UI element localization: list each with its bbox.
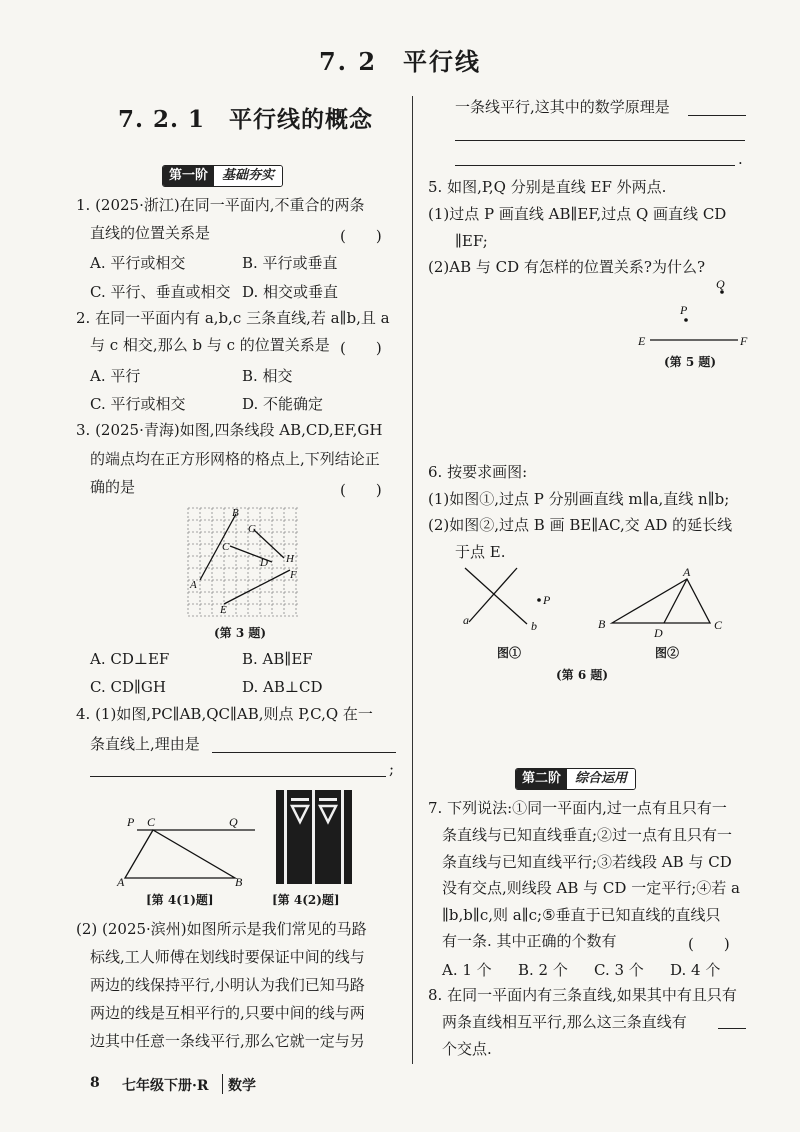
q6-line1: 6. 按要求画图:	[428, 463, 528, 481]
label-d: D	[654, 626, 663, 640]
q3-line3: 确的是	[90, 478, 136, 496]
badge-tier: 第一阶	[163, 166, 214, 186]
segment-gh	[254, 530, 284, 558]
q3-option-d[interactable]: D. AB⊥CD	[242, 678, 323, 696]
label-p: P	[543, 593, 551, 607]
q1-option-d[interactable]: D. 相交或垂直	[242, 283, 339, 301]
q4-2-continuation: 一条线平行,这其中的数学原理是	[455, 98, 670, 116]
segment-ef	[224, 570, 290, 604]
q8-line3: 个交点.	[442, 1040, 492, 1058]
q4-2-line1: (2) (2025·滨州)如图所示是我们常见的马路	[76, 920, 367, 938]
badge-name: 基础夯实	[214, 166, 282, 186]
q4-period: .	[738, 150, 743, 168]
q4-2-line2: 标线,工人师傅在划线时要保证中间的线与	[90, 948, 365, 966]
q8-line1: 8. 在同一平面内有三条直线,如果其中有且只有	[428, 986, 737, 1004]
q7-line2: 条直线与已知直线垂直;②过一点有且只有一	[442, 826, 733, 844]
book-name: 七年级下册·R	[122, 1078, 209, 1094]
triangle-abc	[612, 579, 710, 623]
section-title: 7. 2 平行线	[318, 47, 482, 76]
point-p	[684, 318, 688, 322]
q7-line3: 条直线与已知直线平行;③若线段 AB 与 CD	[442, 853, 732, 871]
label-c: C	[714, 618, 723, 632]
q4-2-figure-caption: [第 4(2)题]	[272, 893, 340, 907]
q4-1-figure-caption: [第 4(1)题]	[146, 893, 214, 907]
q1-option-c[interactable]: C. 平行、垂直或相交	[90, 283, 231, 301]
q4-2-road-markings-figure	[274, 788, 354, 888]
q2-option-a[interactable]: A. 平行	[90, 367, 141, 385]
page-number: 8	[90, 1075, 100, 1091]
q7-option-c[interactable]: C. 3 个	[594, 961, 644, 979]
q4-2-line3: 两边的线保持平行,小明认为我们已知马路	[90, 976, 365, 994]
q3-option-b[interactable]: B. AB∥EF	[242, 650, 313, 668]
segment-ab	[200, 514, 236, 580]
badge-name: 综合运用	[567, 769, 635, 789]
label-b: B	[598, 617, 606, 631]
badge-tier: 第二阶	[516, 769, 567, 789]
label-e: E	[220, 604, 227, 616]
q1-line2: 直线的位置关系是	[90, 224, 211, 242]
q5-figure	[632, 280, 762, 352]
q1-line1: 1. (2025·浙江)在同一平面内,不重合的两条	[76, 196, 365, 214]
q4-principle-blank-3[interactable]	[455, 165, 735, 166]
q4-1-figure	[115, 812, 260, 892]
q7-line1: 7. 下列说法:①同一平面内,过一点有且只有一	[428, 799, 727, 817]
q7-option-d[interactable]: D. 4 个	[670, 961, 721, 979]
q6-line4: 于点 E.	[455, 543, 506, 561]
q2-option-c[interactable]: C. 平行或相交	[90, 395, 186, 413]
label-g: G	[248, 523, 256, 535]
q1-answer-paren[interactable]: ( )	[340, 227, 382, 245]
triangle-abc	[125, 830, 235, 878]
q7-line6: 有一条. 其中正确的个数有	[442, 932, 617, 950]
subject-name: 数学	[228, 1078, 256, 1094]
label-f: F	[290, 569, 297, 581]
label-b: B	[235, 875, 243, 889]
q3-line1: 3. (2025·青海)如图,四条线段 AB,CD,EF,GH	[76, 421, 383, 439]
q4-line2: 条直线上,理由是	[90, 735, 200, 753]
label-a: A	[190, 579, 197, 591]
q8-answer-blank[interactable]	[718, 1028, 746, 1029]
label-b: B	[232, 507, 239, 519]
q7-answer-paren[interactable]: ( )	[688, 935, 730, 953]
q4-semicolon: ;	[389, 760, 395, 778]
q5-line3: ∥EF;	[455, 232, 488, 250]
label-d: D	[260, 557, 268, 569]
q7-option-a[interactable]: A. 1 个	[442, 961, 492, 979]
footer-divider	[222, 1074, 223, 1094]
q6-figure-1	[455, 562, 560, 642]
q6-figure-1-name: 图①	[497, 646, 522, 660]
label-b: b	[531, 619, 537, 633]
label-a: a	[463, 613, 469, 627]
q5-line1: 5. 如图,P,Q 分别是直线 EF 外两点.	[428, 178, 667, 196]
q3-line2: 的端点均在正方形网格的格点上,下列结论正	[90, 450, 380, 468]
label-q: Q	[716, 280, 725, 291]
q3-option-c[interactable]: C. CD∥GH	[90, 678, 166, 696]
q4-principle-blank[interactable]	[688, 115, 746, 116]
label-f: F	[740, 334, 748, 348]
q5-figure-caption: (第 5 题)	[664, 355, 717, 369]
label-q: Q	[229, 815, 238, 829]
q6-figure-2-name: 图②	[655, 646, 680, 660]
q3-grid-figure	[180, 500, 310, 620]
q1-option-a[interactable]: A. 平行或相交	[90, 254, 186, 272]
q6-line3: (2)如图②,过点 B 画 BE∥AC,交 AD 的延长线	[428, 516, 733, 534]
q7-line4: 没有交点,则线段 AB 与 CD 一定平行;④若 a	[442, 879, 740, 897]
label-c: C	[222, 541, 230, 553]
q6-line2: (1)如图①,过点 P 分别画直线 m∥a,直线 n∥b;	[428, 490, 730, 508]
q4-reason-blank[interactable]	[212, 752, 396, 753]
point-p	[537, 598, 541, 602]
q3-grid-lines	[188, 508, 300, 616]
label-e: E	[638, 334, 646, 348]
label-h: H	[286, 553, 294, 565]
q4-reason-blank-2[interactable]	[90, 776, 386, 777]
q6-figure-2	[592, 565, 732, 643]
q7-line5: ∥b,b∥c,则 a∥c;⑤垂直于已知直线的直线只	[442, 906, 721, 924]
q4-line1: 4. (1)如图,PC∥AB,QC∥AB,则点 P,C,Q 在一	[76, 705, 373, 723]
label-a: A	[117, 875, 125, 889]
q5-line4: (2)AB 与 CD 有怎样的位置关系?为什么?	[428, 258, 705, 276]
q3-figure-caption: (第 3 题)	[214, 626, 267, 640]
q2-option-d[interactable]: D. 不能确定	[242, 395, 324, 413]
q4-2-line5: 边其中任意一条线平行,那么它就一定与另	[90, 1032, 365, 1050]
q2-line1: 2. 在同一平面内有 a,b,c 三条直线,若 a∥b,且 a	[76, 309, 390, 327]
q2-answer-paren[interactable]: ( )	[340, 339, 382, 357]
q2-line2: 与 c 相交,那么 b 与 c 的位置关系是	[90, 336, 330, 354]
q1-option-b[interactable]: B. 平行或垂直	[242, 254, 338, 272]
tier-badge-basic	[162, 165, 283, 187]
tier-badge-comprehensive	[515, 768, 636, 790]
q3-option-a[interactable]: A. CD⊥EF	[90, 650, 170, 668]
label-a: A	[683, 565, 691, 579]
q6-figure-caption: (第 6 题)	[556, 668, 609, 682]
q5-line2: (1)过点 P 画直线 AB∥EF,过点 Q 画直线 CD	[428, 205, 727, 223]
q4-2-line4: 两边的线是互相平行的,只要中间的线与两	[90, 1004, 365, 1022]
q7-option-b[interactable]: B. 2 个	[518, 961, 568, 979]
label-p: P	[680, 303, 688, 317]
q3-answer-paren[interactable]: ( )	[340, 481, 382, 499]
q2-option-b[interactable]: B. 相交	[242, 367, 293, 385]
q8-line2: 两条直线相互平行,那么这三条直线有	[442, 1013, 687, 1031]
q4-principle-blank-2[interactable]	[455, 140, 745, 141]
line-a	[469, 568, 517, 622]
label-p: P	[127, 815, 135, 829]
label-c: C	[147, 815, 156, 829]
column-divider	[412, 96, 413, 1064]
subsection-title: 7. 2. 1 平行线的概念	[118, 106, 374, 133]
